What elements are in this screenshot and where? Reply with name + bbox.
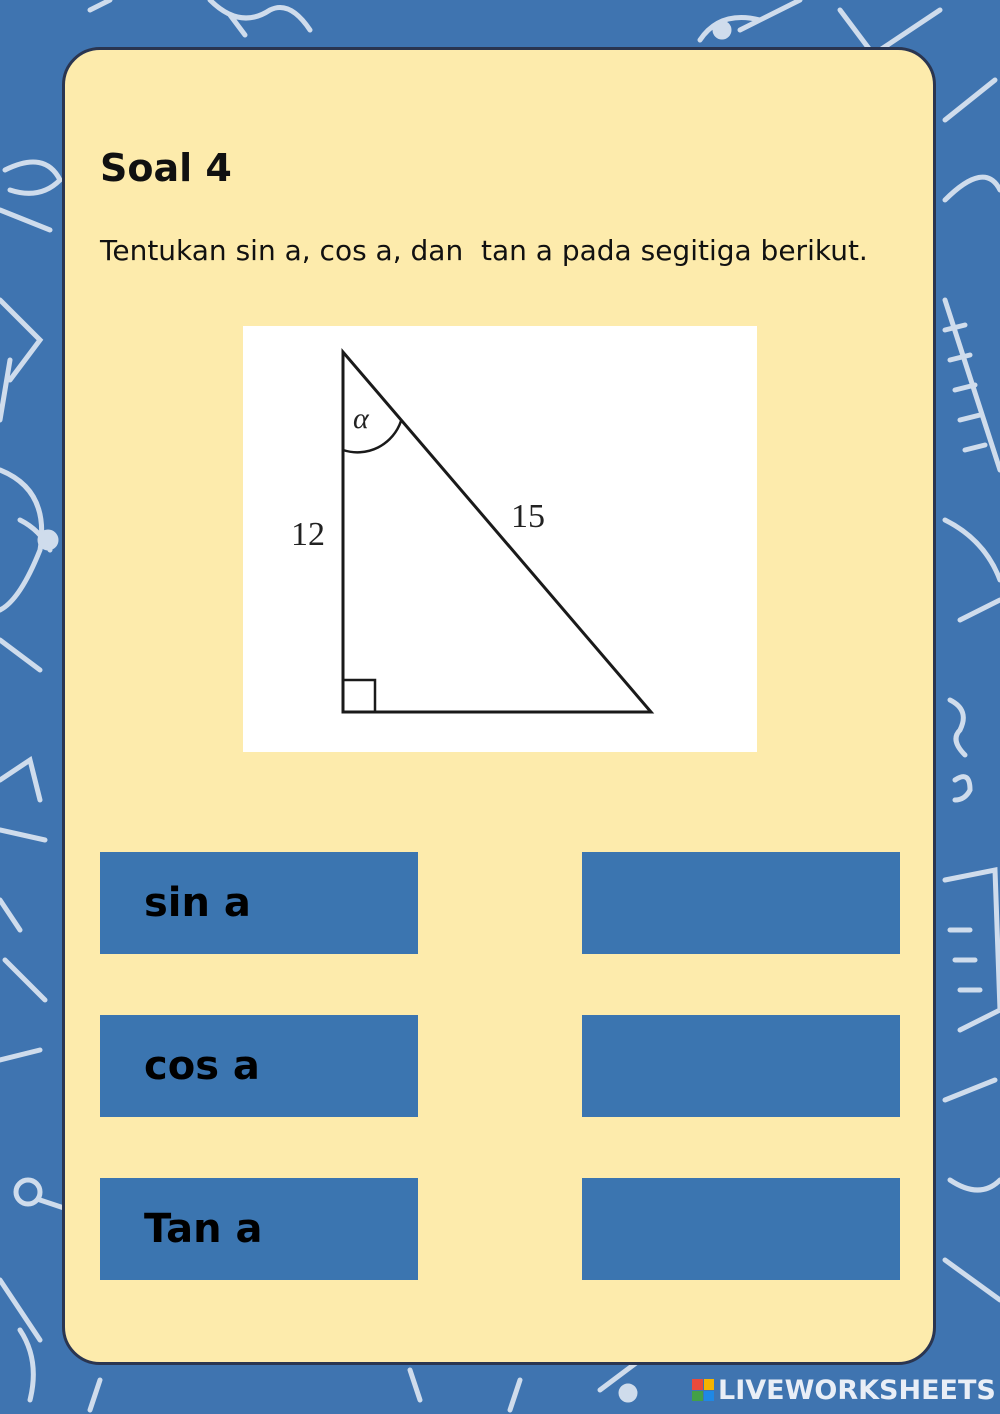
label-sin: sin a [144,880,251,926]
answer-field-cos[interactable] [582,1015,900,1117]
liveworksheets-logo-icon [692,1379,714,1401]
hypotenuse-label: 15 [511,498,545,535]
answer-field-sin[interactable] [582,852,900,954]
angle-arc [343,421,401,452]
vertical-side-label: 12 [291,516,325,553]
label-box-tan [100,1178,418,1280]
label-tan: Tan a [144,1206,263,1252]
triangle-figure [243,326,757,752]
answer-field-tan[interactable] [582,1178,900,1280]
label-box-sin [100,852,418,954]
question-instruction: Tentukan sin a, cos a, dan tan a pada segitiga berikut. [100,234,868,267]
angle-alpha-label: α [353,402,369,435]
brand-footer [692,1374,996,1406]
question-title: Soal 4 [100,146,232,190]
label-cos: cos a [144,1043,260,1089]
triangle-shape [343,352,651,712]
right-angle-marker [343,680,375,712]
brand-name: LIVEWORKSHEETS [718,1374,996,1406]
label-box-cos [100,1015,418,1117]
